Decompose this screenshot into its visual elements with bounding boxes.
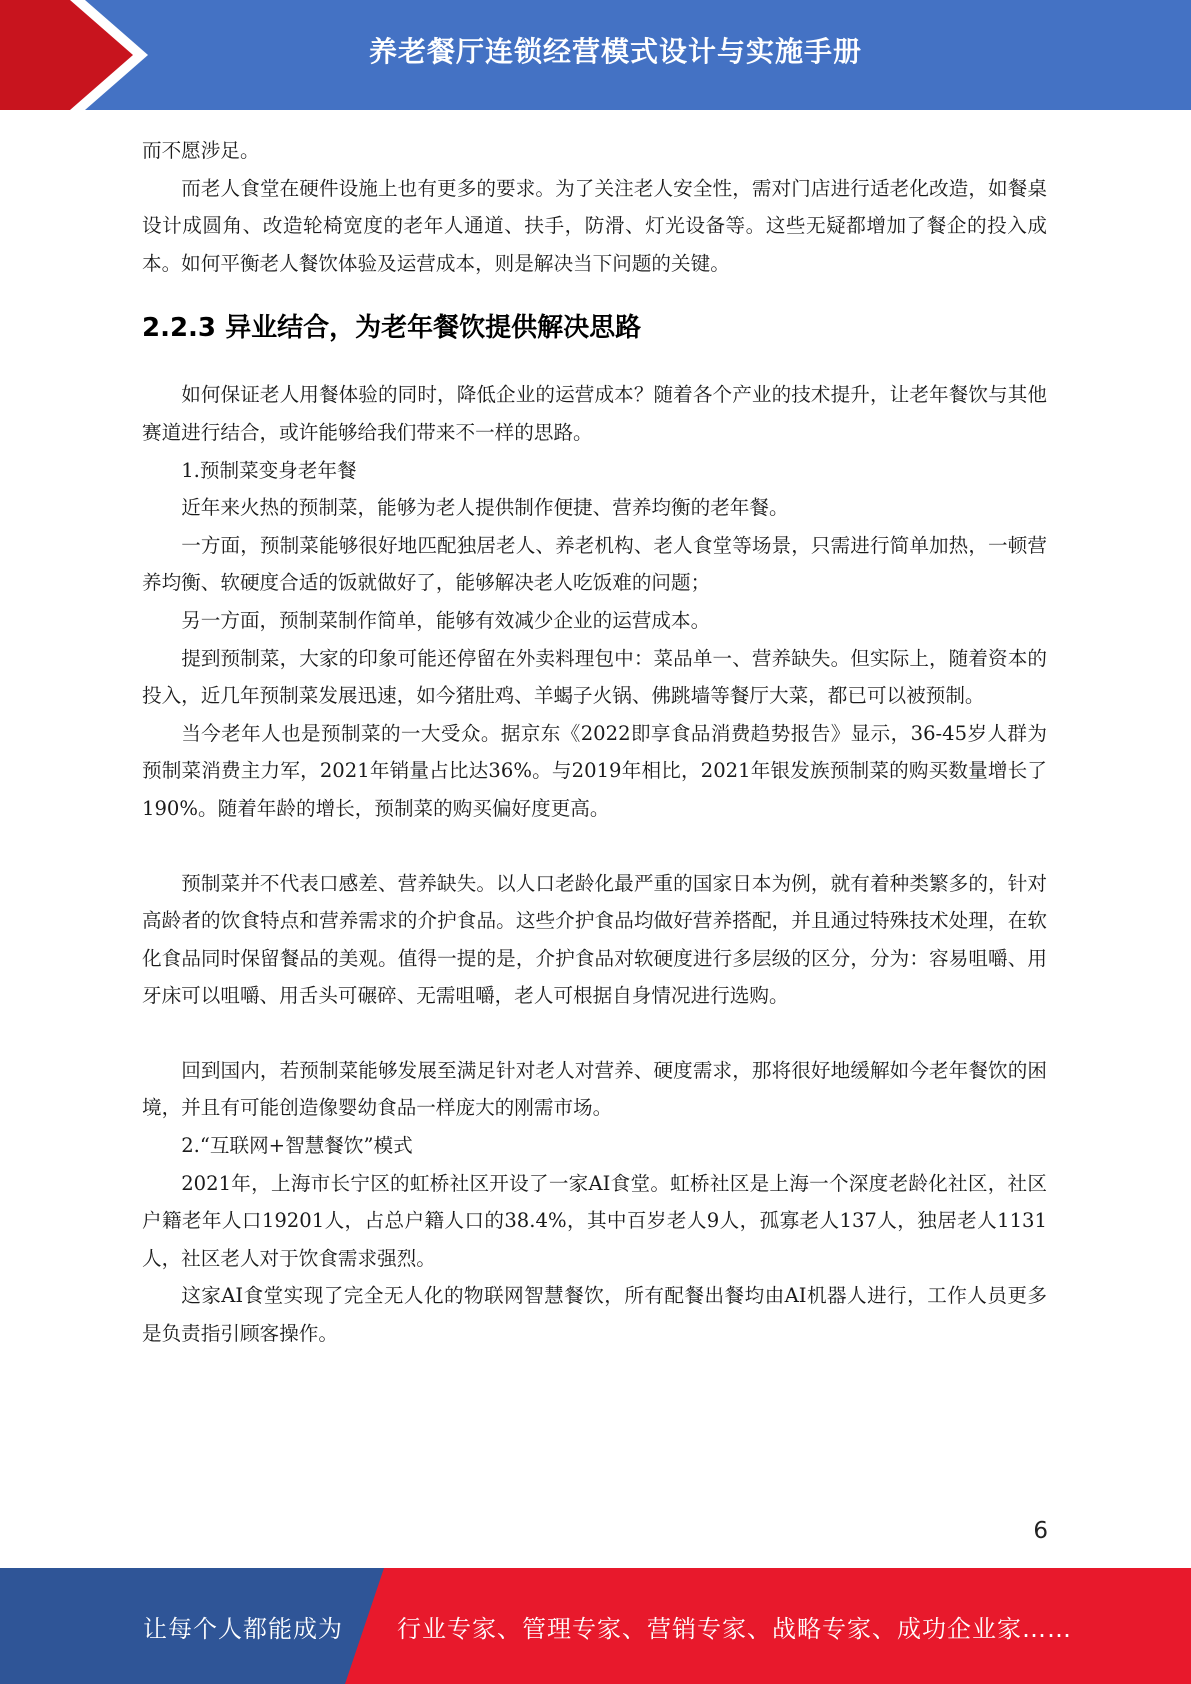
footer-slogan-left: 让每个人都能成为 bbox=[143, 1614, 343, 1643]
paragraph: 近年来火热的预制菜，能够为老人提供制作便捷、营养均衡的老年餐。 bbox=[181, 496, 789, 520]
paragraph: 如何保证老人用餐体验的同时，降低企业的运营成本？随着各个产业的技术提升，让老年餐饮与其他赛道进行结合，或许能够给我们带来不一样的思路。 bbox=[142, 383, 1047, 444]
page-number: 6 bbox=[1033, 1518, 1048, 1544]
paragraph: 当今老年人也是预制菜的一大受众。据京东《2022即享食品消费趋势报告》显示，36-45岁人群为预制菜消费主力军，2021年销量占比达36%。与2019年相比，2021年银发族预制菜的购买数量增长了190%。随着年龄的增长，预制菜的购买偏好度更高。 bbox=[142, 721, 1047, 820]
list-heading: 2.“互联网+智慧餐饮”模式 bbox=[181, 1134, 413, 1158]
page-header bbox=[0, 0, 1191, 110]
paragraph: 而老人食堂在硬件设施上也有更多的要求。为了关注老人安全性，需对门店进行适老化改造，如餐桌设计成圆角、改造轮椅宽度的老年人通道、扶手，防滑、灯光设备等。这些无疑都增加了餐企的投入成本。如何平衡老人餐饮体验及运营成本，则是解决当下问题的关键。 bbox=[142, 176, 1047, 275]
paragraph: 回到国内，若预制菜能够发展至满足针对老人对营养、硬度需求，那将很好地缓解如今老年餐饮的困境，并且有可能创造像婴幼食品一样庞大的刚需市场。 bbox=[142, 1058, 1047, 1120]
spacer bbox=[142, 828, 1047, 865]
paragraph: 另一方面，预制菜制作简单，能够有效减少企业的运营成本。 bbox=[181, 608, 711, 632]
paragraph: 一方面，预制菜能够很好地匹配独居老人、养老机构、老人食堂等场景，只需进行简单加热，一顿营养均衡、软硬度合适的饭就做好了，能够解决老人吃饭难的问题； bbox=[142, 533, 1047, 595]
list-heading: 1.预制菜变身老年餐 bbox=[181, 458, 357, 482]
document-title: 养老餐厅连锁经营模式设计与实施手册 bbox=[368, 35, 862, 68]
paragraph: 提到预制菜，大家的印象可能还停留在外卖料理包中：菜品单一、营养缺失。但实际上，随着资本的投入，近几年预制菜发展迅速，如今猪肚鸡、羊蝎子火锅、佛跳墙等餐厅大菜，都已可以被预制。 bbox=[142, 646, 1047, 708]
spacer bbox=[142, 1015, 1047, 1052]
page-content bbox=[142, 132, 1047, 1353]
paragraph: 而不愿涉足。 bbox=[142, 139, 260, 162]
section-heading: 2.2.3 异业结合，为老年餐饮提供解决思路 bbox=[142, 313, 642, 344]
paragraph: 预制菜并不代表口感差、营养缺失。以人口老龄化最严重的国家日本为例，就有着种类繁多的，针对高龄者的饮食特点和营养需求的介护食品。这些介护食品均做好营养搭配，并且通过特殊技术处理，在软化食品同时保留餐品的美观。值得一提的是，介护食品对软硬度进行多层级的区分，分为：容易咀嚼、用牙床可以咀嚼、用舌头可碾碎、无需咀嚼，老人可根据自身情况进行选购。 bbox=[142, 871, 1047, 1008]
footer-slogan-right: 行业专家、管理专家、营销专家、战略专家、成功企业家…… bbox=[397, 1614, 1072, 1643]
paragraph: 2021年，上海市长宁区的虹桥社区开设了一家AI食堂。虹桥社区是上海一个深度老龄化社区，社区户籍老年人口19201人，占总户籍人口的38.4%，其中百岁老人9人，孤寡老人137人，独居老人1131人，社区老人对于饮食需求强烈。 bbox=[142, 1171, 1047, 1270]
paragraph: 这家AI食堂实现了完全无人化的物联网智慧餐饮，所有配餐出餐均由AI机器人进行，工作人员更多是负责指引顾客操作。 bbox=[142, 1284, 1047, 1346]
page-footer bbox=[0, 1568, 1191, 1684]
